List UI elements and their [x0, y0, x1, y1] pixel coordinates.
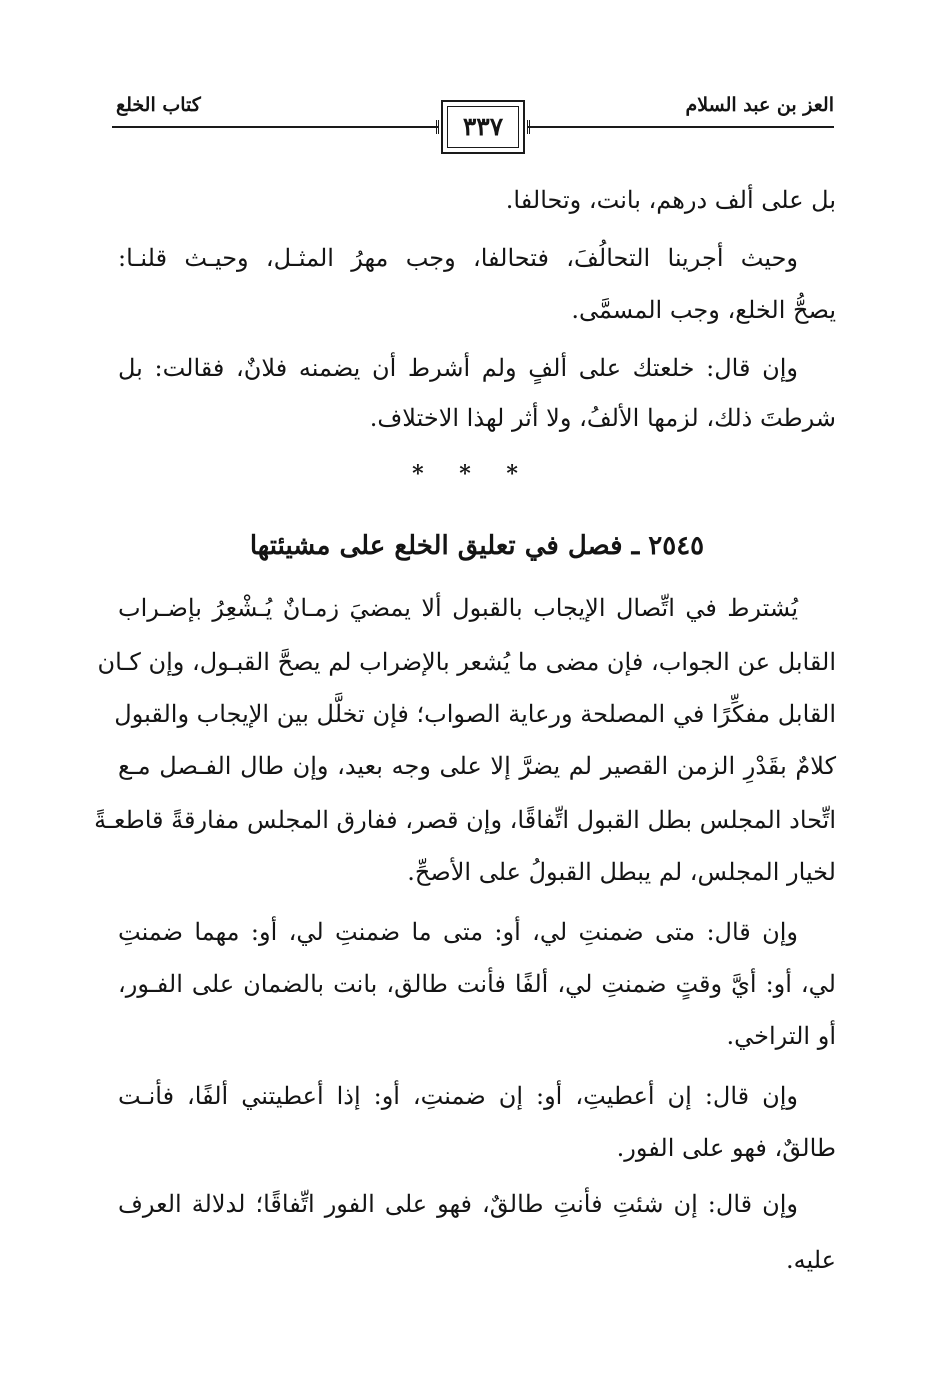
section-divider: * * *	[412, 461, 532, 487]
text-line: لخيار المجلس، لم يبطل القبولُ على الأصحِّ.	[407, 858, 836, 886]
text-line: وإن قال: خلعتك على ألفٍ ولم أشرط أن يضمنه فلانٌ، فقالت: بل	[118, 354, 798, 382]
text-line: وحيث أجرينا التحالُفَ، فتحالفا، وجب مهرُ المثـل، وحيـث قلنـا:	[118, 244, 798, 272]
section-heading: ٢٥٤٥ ـ فصل في تعليق الخلع على مشيئتها	[249, 531, 705, 561]
text-line: وإن قال: إن أعطيتِ، أو: إن ضمنتِ، أو: إذا أعطيتني ألفًا، فأنـت	[118, 1082, 798, 1110]
page-number-frame	[441, 100, 525, 154]
running-header-author: العز بن عبد السلام	[685, 94, 834, 116]
header-rule-right	[528, 126, 834, 128]
text-line: عليه.	[785, 1246, 836, 1274]
text-line: طالقٌ، فهو على الفور.	[616, 1134, 836, 1162]
text-line: وإن قال: إن شئتِ فأنتِ طالقٌ، فهو على الفور اتِّفاقًا؛ لدلالة العرف	[118, 1190, 798, 1218]
text-line: يُشترط في اتِّصال الإيجاب بالقبول ألا يمضيَ زمـانٌ يُـشْعِرُ بإضـراب	[118, 594, 798, 622]
text-line: بل على ألف درهم، بانت، وتحالفا.	[505, 186, 836, 214]
running-header-book-title: كتاب الخلع	[116, 94, 201, 116]
text-line: شرطتَ ذلك، لزمها الألفُ، ولا أثر لهذا الاختلاف.	[369, 404, 836, 432]
text-line: أو التراخي.	[726, 1022, 836, 1050]
text-line: لي، أو: أيَّ وقتٍ ضمنتِ لي، ألفًا فأنت طالق، بانت بالضمان على الفـور،	[118, 970, 836, 998]
page-number: ٣٣٧	[462, 112, 504, 141]
text-line: كلامٌ بقَدْرِ الزمن القصير لم يضرَّ إلا على وجه بعيد، وإن طال الفـصل مـع	[118, 752, 836, 780]
text-line: القابل مفكِّرًا في المصلحة ورعاية الصواب؛ فإن تخلَّل بين الإيجاب والقبول	[114, 700, 836, 728]
text-line: وإن قال: متى ضمنتِ لي، أو: متى ما ضمنتِ لي، أو: مهما ضمنتِ	[118, 918, 798, 946]
header-rule-left	[112, 126, 438, 128]
text-line: القابل عن الجواب، فإن مضى ما يُشعر بالإضراب لم يصحَّ القبـول، وإن كـان	[97, 648, 836, 676]
text-line: اتِّحاد المجلس بطل القبول اتِّفاقًا، وإن قصر، ففارق المجلس مفارقةً قاطعـةً	[94, 806, 836, 834]
text-line: يصحُّ الخلع، وجب المسمَّى.	[571, 296, 836, 324]
